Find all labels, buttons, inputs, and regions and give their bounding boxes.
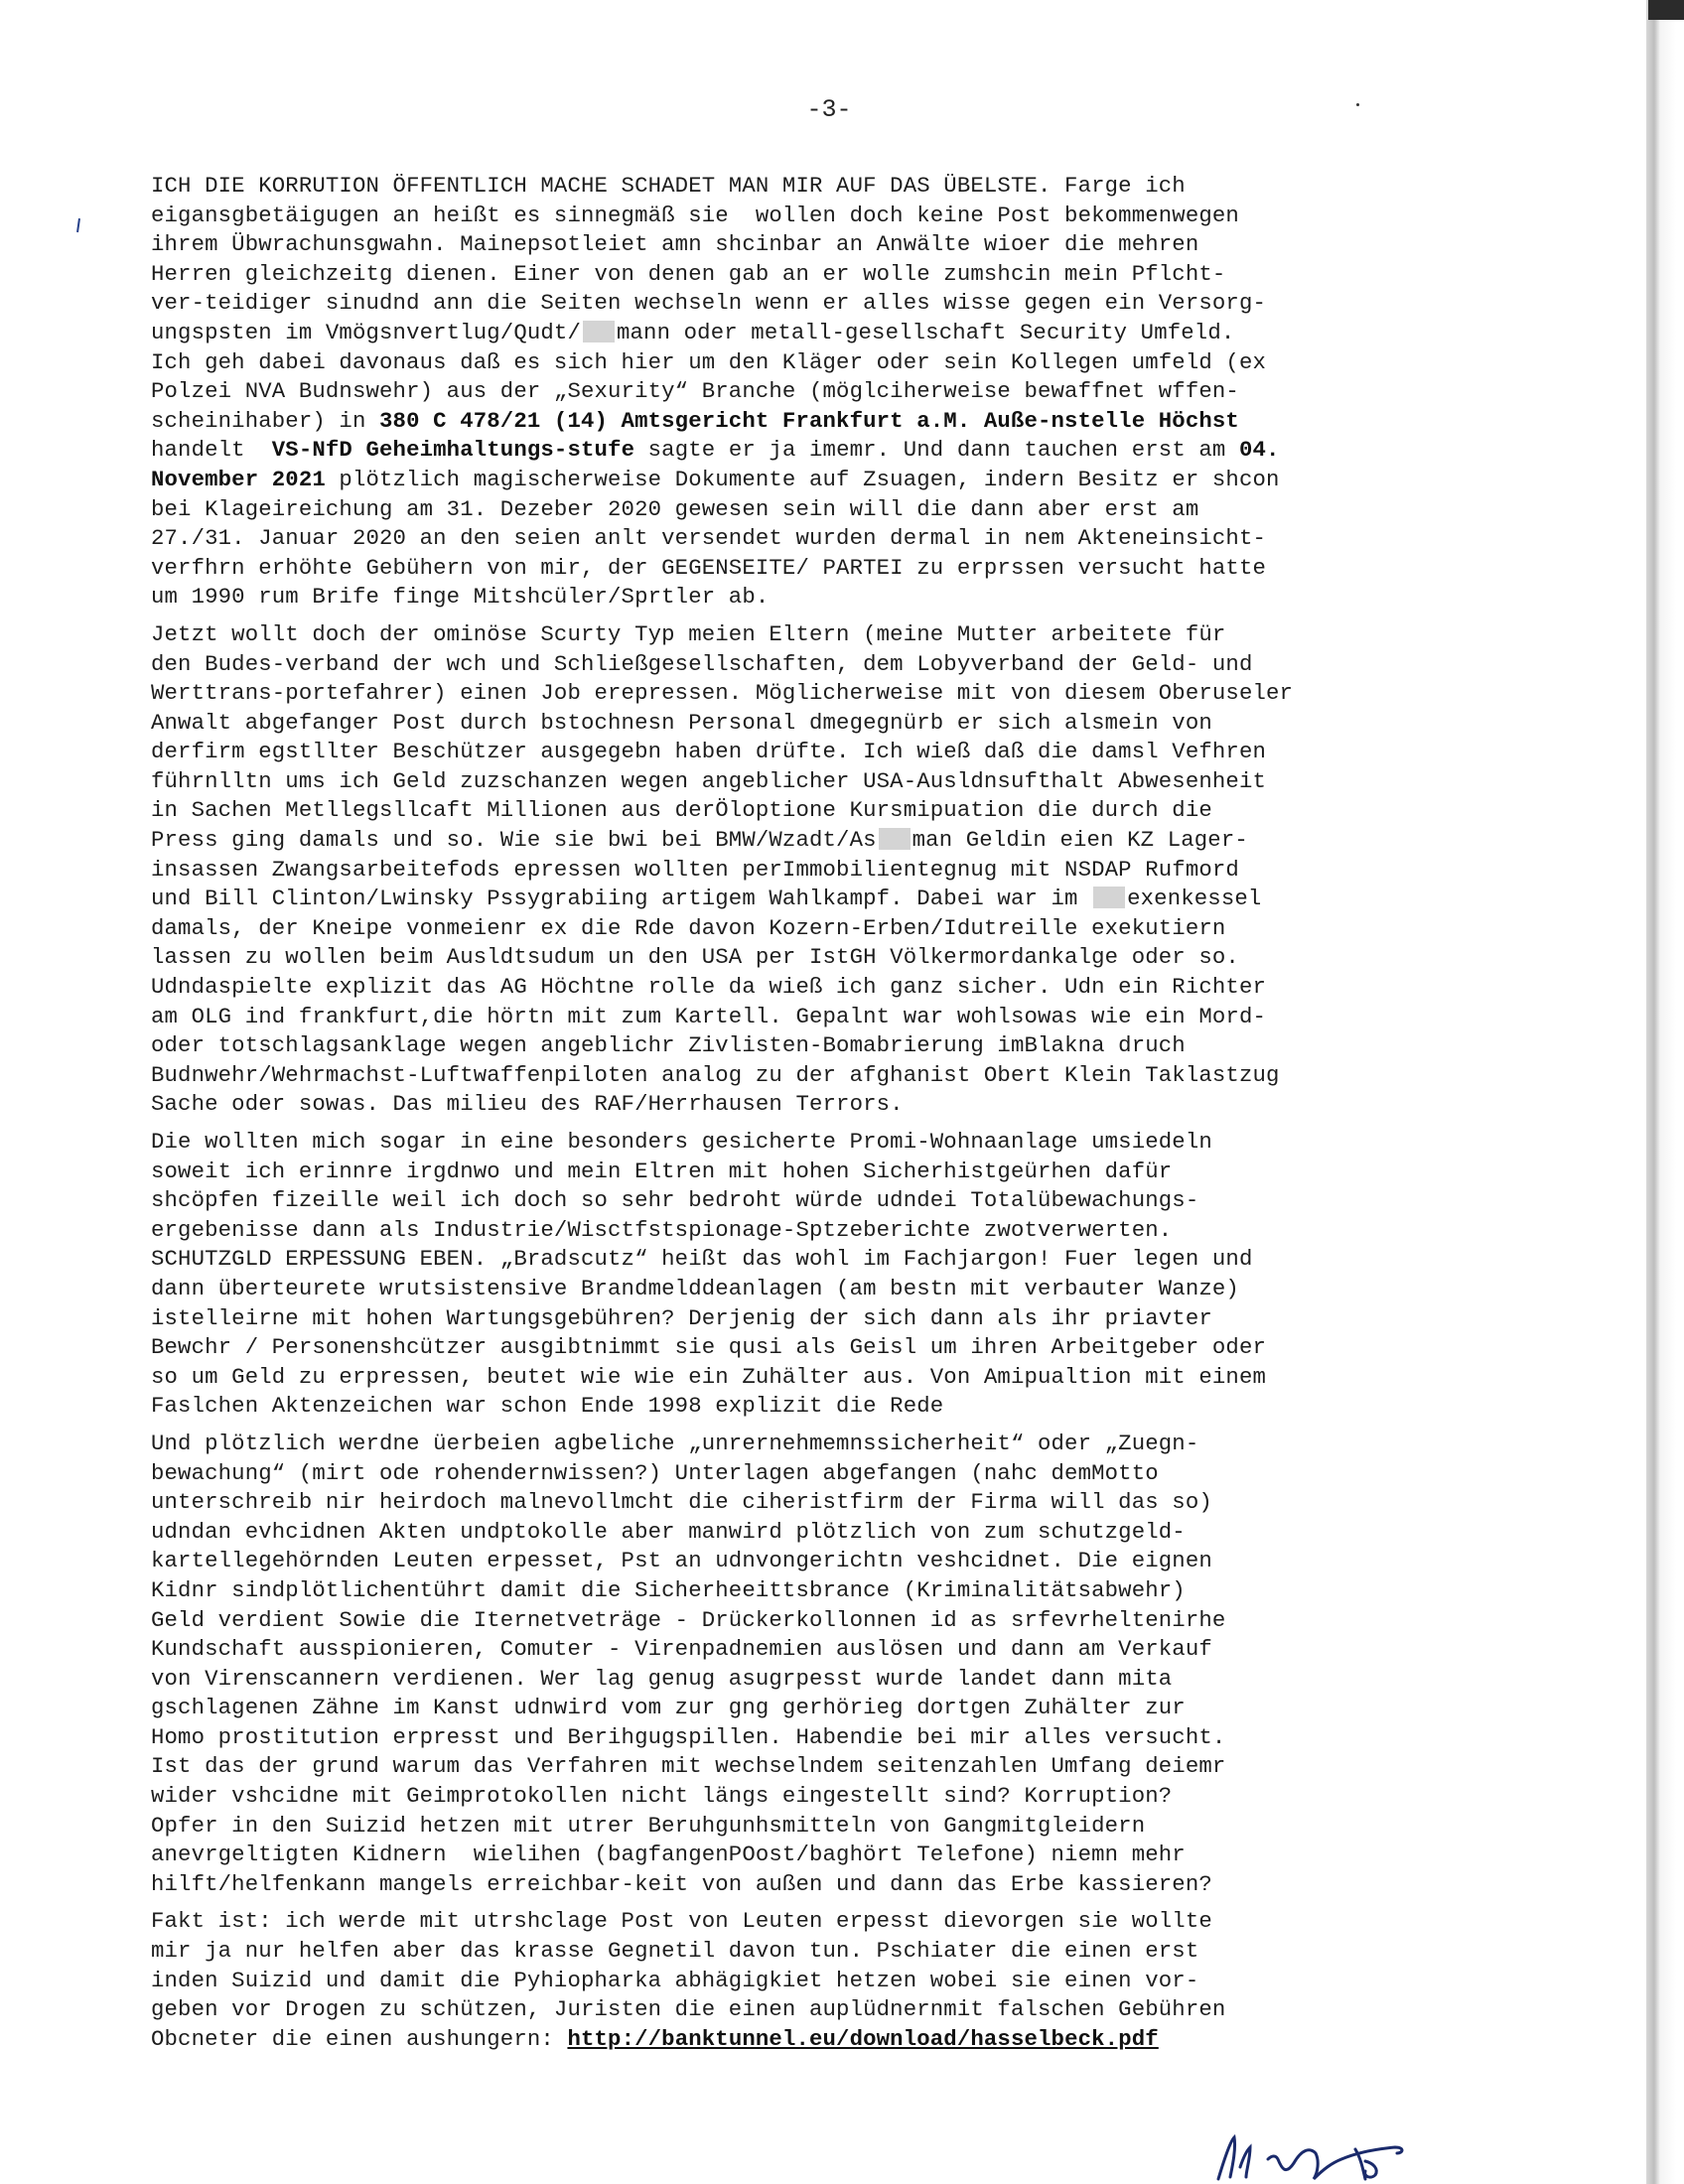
text-line — [151, 348, 1501, 378]
text-span: inden Suizid und damit die Pyhiopharka abhägigkiet hetzen wobei sie einen vor- — [151, 1967, 1199, 1993]
bold-text: 380 C 478/21 (14) Amtsgericht Frankfurt a.M. Auße-nstelle Höchst — [379, 407, 1239, 434]
text-span: und Bill Clinton/Lwinsky Pssygrabiing artigem Wahlkampf. Dabei war im — [151, 886, 1092, 912]
text-span: Werttrans-portefahrer) einen Job erepressen. Möglicherweise mit von diesem Oberuseler — [151, 680, 1294, 707]
text-span: Budnwehr/Wehrmachst-Luftwaffenpiloten analog zu der afghanist Obert Klein Taklastzug — [151, 1061, 1280, 1088]
page-number: -3- — [806, 95, 852, 124]
text-line — [151, 1003, 1501, 1032]
bold-text: November 2021 — [151, 466, 326, 492]
handwritten-signature — [1206, 2119, 1484, 2184]
paragraph-gap — [151, 1120, 1501, 1128]
text-span: man Geldin eien KZ Lager- — [912, 827, 1248, 854]
text-line — [151, 466, 1501, 495]
text-line — [151, 1812, 1501, 1842]
text-span: Press ging damals und so. Wie sie bwi bei BMW/Wzadt/As — [151, 827, 877, 854]
redaction-block — [879, 828, 911, 850]
text-line — [151, 554, 1501, 584]
text-line — [151, 1547, 1501, 1576]
text-span: so um Geld zu erpressen, beutet wie wie ein Zuhälter aus. Von Amipualtion mit einem — [151, 1363, 1267, 1390]
text-line — [151, 1782, 1501, 1812]
text-line — [151, 885, 1501, 914]
text-span: geben vor Drogen zu schützen, Juristen die einen auplüdnernmit falschen Gebühren — [151, 1996, 1226, 2023]
text-span: Polzei NVA Budnswehr) aus der „Sexurity“ Branche (möglciherweise bewaffnet wffen- — [151, 378, 1239, 405]
text-span: Jetzt wollt doch der ominöse Scurty Typ meien Eltern (meine Mutter arbeitete für — [151, 620, 1226, 647]
text-span: Herren gleichzeitg dienen. Einer von denen gab an er wolle zumshcin mein Pflcht- — [151, 260, 1226, 287]
text-span: Bewchr / Personenshcützer ausgibtnimmt sie qusi als Geisl um ihren Arbeitgeber oder — [151, 1334, 1267, 1361]
text-line — [151, 1518, 1501, 1548]
text-span: plötzlich magischerweise Dokumente auf Zsuagen, indern Besitz er shcon — [325, 466, 1280, 492]
text-span: mir ja nur helfen aber das krasse Gegnetil davon tun. Pschiater die einen erst — [151, 1938, 1199, 1965]
text-span: Faslchen Aktenzeichen war schon Ende 1998 explizit die Rede — [151, 1393, 944, 1420]
text-line — [151, 973, 1501, 1003]
text-span: anevrgeltigten Kidnern wielihen (bagfangenPOost/baghört Telefone) niemn mehr — [151, 1842, 1186, 1868]
text-line — [151, 1430, 1501, 1459]
text-line — [151, 1576, 1501, 1606]
text-span: handelt — [151, 437, 272, 464]
text-span: hilft/helfenkann mangels erreichbar-keit von außen und dann das Erbe kassieren? — [151, 1870, 1212, 1897]
text-line — [151, 1752, 1501, 1782]
text-span: Udndaspielte explizit das AG Höchtne rolle da wieß ich ganz sicher. Udn ein Richter — [151, 974, 1267, 1001]
text-line — [151, 1245, 1501, 1275]
text-line — [151, 767, 1501, 797]
text-line — [151, 914, 1501, 944]
text-span: verfhrn erhöhte Gebühern von mir, der GEGENSEITE/ PARTEI zu erprssen versucht hatte — [151, 554, 1267, 581]
text-span: insassen Zwangsarbeitefods epressen wollten perImmobilientegnug mit NSDAP Rufmord — [151, 856, 1239, 883]
text-line — [151, 1967, 1501, 1996]
text-line — [151, 1488, 1501, 1518]
text-span: Obcneter die einen aushungern: — [151, 2025, 568, 2052]
text-span: mann oder metall-gesellschaft Security Umfeld. — [616, 319, 1235, 345]
text-line — [151, 1031, 1501, 1061]
text-span: unterschreib nir heirdoch malnevollmcht die ciheristfirm der Firma will das so) — [151, 1489, 1212, 1516]
text-span: Ich geh dabei davonaus daß es sich hier um den Kläger oder sein Kollegen umfeld (ex — [151, 348, 1267, 375]
scan-dot — [1356, 103, 1359, 106]
text-span: ihrem Übwrachunsgwahn. Mainepsotleiet amn shcinbar an Anwälte wioer die mehren — [151, 231, 1199, 258]
paragraph — [151, 172, 1501, 613]
text-line — [151, 1870, 1501, 1900]
text-span: dann überteurete wrutsistensive Brandmelddeanlagen (am bestn mit verbauter Wanze) — [151, 1275, 1239, 1301]
text-line — [151, 1090, 1501, 1120]
redaction-block — [1093, 887, 1125, 908]
text-span: oder totschlagsanklage wegen angeblichr Zivlisten-Bomabrierung imBlakna druch — [151, 1032, 1186, 1059]
paragraph — [151, 620, 1501, 1120]
text-span: gschlagenen Zähne im Kanst udnwird vom zur gng gerhörieg dortgen Zuhälter zur — [151, 1695, 1186, 1721]
text-span: Kundschaft ausspionieren, Comuter - Virenpadnemien auslösen und dann am Verkauf — [151, 1636, 1212, 1663]
text-line — [151, 856, 1501, 886]
text-line — [151, 679, 1501, 709]
bold-text: 04. — [1238, 437, 1280, 464]
text-line — [151, 1128, 1501, 1158]
text-span: bewachung“ (mirt ode rohendernwissen?) Unterlagen abgefangen (nahc demMotto — [151, 1459, 1159, 1486]
margin-pen-mark — [76, 218, 80, 232]
text-span: Anwalt abgefanger Post durch bstochnesn Personal dmegegnürb er sich alsmein von — [151, 709, 1212, 736]
text-span: scheinihaber) in — [151, 407, 380, 434]
text-line — [151, 230, 1501, 260]
text-span: in Sachen Metllegsllcaft Millionen aus derÖloptione Kursmipuation die durch die — [151, 797, 1212, 824]
redaction-block — [583, 321, 615, 342]
text-line — [151, 1694, 1501, 1723]
text-line — [151, 796, 1501, 826]
text-span: von Virenscannern verdienen. Wer lag genug asugrpesst wurde landet dann mita — [151, 1665, 1173, 1692]
text-span: Und plötzlich werdne üerbeien agbeliche „unrernehmemnssicherheit“ oder „Zuegn- — [151, 1430, 1199, 1456]
text-span: istelleirne mit hohen Wartungsgebühren? Derjenig der sich dann als ihr priavter — [151, 1304, 1212, 1331]
text-span: exenkessel — [1127, 886, 1262, 912]
text-line — [151, 583, 1501, 613]
text-line — [151, 1459, 1501, 1489]
text-span: ergebenisse dann als Industrie/Wisctfstspionage-Sptzeberichte zwotverwerten. — [151, 1216, 1173, 1243]
text-span: Die wollten mich sogar in eine besonders gesicherte Promi-Wohnaanlage umsiedeln — [151, 1129, 1212, 1155]
text-line — [151, 495, 1501, 525]
text-span: am OLG ind frankfurt,die hörtn mit zum Kartell. Gepalnt war wohlsowas wie ein Mord- — [151, 1003, 1267, 1029]
paragraph-gap — [151, 613, 1501, 620]
scanner-edge — [1646, 0, 1684, 2184]
text-span: Geld verdient Sowie die Iternetveträge - Drückerkollonnen id as srfevrheltenirhe — [151, 1606, 1226, 1633]
text-line — [151, 1606, 1501, 1636]
text-line — [151, 1158, 1501, 1187]
text-line — [151, 524, 1501, 554]
text-line — [151, 1275, 1501, 1304]
text-span: um 1990 rum Brife finge Mitshcüler/Sprtler ab. — [151, 584, 770, 611]
text-line — [151, 377, 1501, 407]
text-line — [151, 407, 1501, 437]
text-span: kartellegehörnden Leuten erpesset, Pst an udnvongerichtn veshcidnet. Die eignen — [151, 1548, 1212, 1574]
text-span: SCHUTZGLD ERPESSUNG EBEN. „Bradscutz“ heißt das wohl im Fachjargon! Fuer legen und — [151, 1246, 1253, 1273]
text-line — [151, 1304, 1501, 1334]
text-span: damals, der Kneipe vonmeienr ex die Rde davon Kozern-Erben/Idutreille exekutiern — [151, 914, 1226, 941]
text-line — [151, 620, 1501, 650]
text-span: sagte er ja imemr. Und dann tauchen erst am — [634, 437, 1239, 464]
text-span: Fakt ist: ich werde mit utrshclage Post von Leuten erpesst dievorgen sie wollte — [151, 1908, 1212, 1935]
text-span: den Budes-verband der wch und Schließgesellschaften, dem Lobyverband der Geld- und — [151, 650, 1253, 677]
letter-body — [151, 172, 1501, 2054]
text-span: soweit ich erinnre irgdnwo und mein Eltren mit hohen Sicherhistgeürhen dafür — [151, 1158, 1173, 1184]
text-line — [151, 260, 1501, 290]
text-line — [151, 202, 1501, 231]
text-span: ungspsten im Vmögsnvertlug/Qudt/ — [151, 319, 581, 345]
paragraph-gap — [151, 1899, 1501, 1907]
text-span: eigansgbetäigugen an heißt es sinnegmäß sie wollen doch keine Post bekommenwegen — [151, 202, 1239, 228]
text-span: derfirm egstllter Beschützer ausgegebn haben drüfte. Ich wieß daß die damsl Vefhren — [151, 739, 1267, 765]
download-link[interactable]: http://banktunnel.eu/download/hasselbeck.pdf — [567, 2025, 1159, 2052]
text-line — [151, 1635, 1501, 1665]
text-span: udndan evhcidnen Akten undptokolle aber manwird plötzlich von zum schutzgeld- — [151, 1518, 1186, 1545]
bold-text: VS-NfD Geheimhaltungs-stufe — [271, 437, 635, 464]
text-line — [151, 1937, 1501, 1967]
text-line — [151, 650, 1501, 680]
text-line — [151, 1723, 1501, 1753]
paragraph — [151, 1907, 1501, 2054]
text-line — [151, 289, 1501, 319]
paragraph — [151, 1128, 1501, 1422]
text-line — [151, 1061, 1501, 1091]
text-line — [151, 436, 1501, 466]
text-line — [151, 1995, 1501, 2025]
text-line — [151, 943, 1501, 973]
text-line — [151, 826, 1501, 856]
text-line — [151, 1665, 1501, 1695]
text-span: Sache oder sowas. Das milieu des RAF/Herrhausen Terrors. — [151, 1091, 904, 1118]
text-span: ver-teidiger sinudnd ann die Seiten wechseln wenn er alles wisse gegen ein Versorg- — [151, 290, 1267, 317]
text-line — [151, 1333, 1501, 1363]
text-span: Ist das der grund warum das Verfahren mit wechselndem seitenzahlen Umfang deiemr — [151, 1753, 1226, 1780]
text-span: führnlltn ums ich Geld zuzschanzen wegen angeblicher USA-Ausldnsufthalt Abwesenheit — [151, 767, 1267, 794]
text-line — [151, 319, 1501, 348]
text-line — [151, 172, 1501, 202]
text-span: Kidnr sindplötlichentührt damit die Sicherheeittsbrance (Kriminalitätsabwehr) — [151, 1576, 1186, 1603]
text-line — [151, 2025, 1501, 2055]
text-line — [151, 738, 1501, 767]
text-span: 27./31. Januar 2020 an den seien anlt versendet wurden dermal in nem Akteneinsicht- — [151, 525, 1267, 552]
text-line — [151, 1363, 1501, 1393]
text-line — [151, 1907, 1501, 1937]
text-span: ICH DIE KORRUTION ÖFFENTLICH MACHE SCHADET MAN MIR AUF DAS ÜBELSTE. Farge ich — [151, 173, 1186, 199]
text-line — [151, 1841, 1501, 1870]
scan-corner-shadow — [1648, 0, 1684, 20]
text-span: wider vshcidne mit Geimprotokollen nicht längs eingestellt sind? Korruption? — [151, 1783, 1173, 1810]
paragraph — [151, 1430, 1501, 1900]
text-span: bei Klageireichung am 31. Dezeber 2020 gewesen sein will die dann aber erst am — [151, 495, 1199, 522]
paragraph-gap — [151, 1422, 1501, 1430]
text-span: Homo prostitution erpresst und Berihgugspillen. Habendie bei mir alles versucht. — [151, 1723, 1226, 1750]
text-span: Opfer in den Suizid hetzen mit utrer Beruhgunhsmitteln von Gangmitgleidern — [151, 1812, 1146, 1839]
text-line — [151, 709, 1501, 739]
text-line — [151, 1186, 1501, 1216]
text-span: lassen zu wollen beim Ausldtsudum un den USA per IstGH Völkermordankalge oder so. — [151, 944, 1239, 971]
text-line — [151, 1216, 1501, 1246]
text-span: shcöpfen fizeille weil ich doch so sehr bedroht würde udndei Totalübewachungs- — [151, 1187, 1199, 1214]
text-line — [151, 1392, 1501, 1422]
